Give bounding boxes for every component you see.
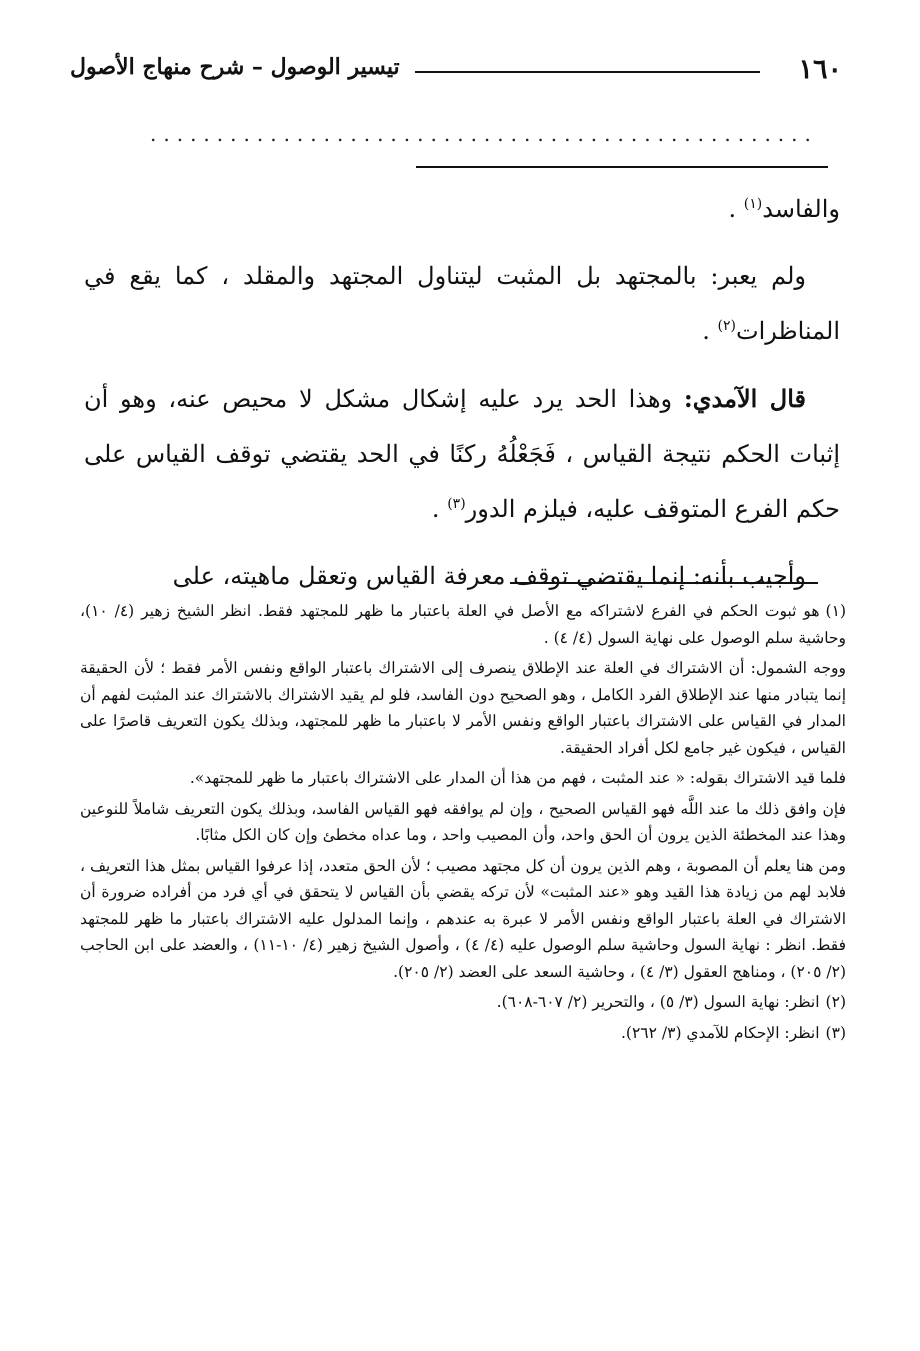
paragraph-4 xyxy=(84,549,840,604)
top-rule xyxy=(416,166,828,168)
footnote-1-paragraph-4: فإن وافق ذلك ما عند اللَّه فهو القياس الصحيح ، وإن لم يوافقه فهو القياس الفاسد، وبذلك يكون التعريف شاملاً للنوعين وهذا عند المخطئة الذين يرون أن الحق واحد، وأن المصيب واحد ، وما عداه مخطئ وإن كان الكل مثابًا. xyxy=(80,799,846,844)
footnote-3-text: انظر: الإحكام للآمدي (٣/ ٢٦٢). xyxy=(621,1023,820,1042)
p2-end: . xyxy=(702,317,718,345)
footnotes xyxy=(80,598,846,1050)
separator-dots: .................................................. xyxy=(150,122,818,146)
footnote-1-text: هو ثبوت الحكم في الفرع لاشتراكه مع الأصل في العلة باعتبار ما ظهر للمجتهد فقط. انظر الشيخ زهير (٤/ ١٠)، وحاشية سلم الوصول على نهاية السول (٤/ ٤) . xyxy=(80,602,846,647)
footnote-2-number: (٢) xyxy=(825,993,846,1011)
footnote-1-paragraph-5: ومن هنا يعلم أن المصوبة ، وهم الذين يرون أن كل مجتهد مصيب ؛ لأن الحق متعدد، إذا عرفوا القياس بمثل هذا التعريف ، فلابد لهم من زيادة هذا القيد وهو «عند المثبت» لأن تركه يقضي بأن القياس لا يتحقق في أي فرد من أفراده ضرورة أن الاشتراك في العلة باعتبار الواقع ونفس الأمر لا عبرة به عندهم ، وإنما المدلول عليه الاشتراك باعتبار ما ظهر للمجتهد فقط. انظر : نهاية السول وحاشية سلم الوصول عليه (٤/ ٤) ، وأصول الشيخ زهير (٤/ ١٠-١١) ، والعضد على ابن الحاجب (٢/ ٢٠٥) ، ومناهج العقول (٣/ ٤) ، وحاشية السعد على العضد (٢/ ٢٠٥). xyxy=(80,856,847,981)
footnote-separator xyxy=(510,582,818,584)
footnote-1-paragraph-3: فلما قيد الاشتراك بقوله: « عند المثبت ، فهم من هذا أن المدار على الاشتراك باعتبار ما ظهر للمجتهد». xyxy=(189,769,846,787)
footnote-ref-3: (٣) xyxy=(447,496,466,512)
footnote-2-text: انظر: نهاية السول (٣/ ٥) ، والتحرير (٢/ ٦٠٧-٦٠٨). xyxy=(496,993,820,1011)
paragraph-3 xyxy=(84,371,840,537)
paragraph-1 xyxy=(84,182,840,237)
p3-lead: قال الآمدي: xyxy=(683,384,806,413)
p3-text: وهذا الحد يرد عليه إشكال مشكل لا محيص عنه، وهو أن إثبات الحكم نتيجة القياس ، فَجَعْلُهُ ركنًا في الحد يقتضي توقف القياس على حكم الفرع المتوقف عليه، فيلزم الدور xyxy=(84,385,840,523)
header-rule xyxy=(415,71,760,73)
footnote-1 xyxy=(80,598,846,651)
p4-text: وأجيب بأنه: إنما يقتضي توقف معرفة القياس وتعقل ماهيته، على xyxy=(172,562,806,590)
main-text xyxy=(84,182,840,616)
footnote-ref-2: (٢) xyxy=(717,318,736,334)
p1-end: . xyxy=(728,195,744,223)
footnote-1-paragraph-2: ووجه الشمول: أن الاشتراك في العلة عند الإطلاق ينصرف إلى الاشتراك باعتبار الواقع ونفس الأمر فقط ؛ لأن الحقيقة إنما يتبادر منها عند الإطلاق الفرد الكامل ، وهو الصحيح دون الفاسد، فلو لم يقيد الاشتراك بالاشتراك عند المثبت لفهم أن المدار في القياس على الاشتراك باعتبار الواقع ونفس الأمر لا باعتبار ما ظهر للمجتهد، وبذلك يكون التعريف قاصرًا على القياس ، فيكون غير جامع لكل أفراد الحقيقة. xyxy=(80,659,846,757)
p3-end: . xyxy=(431,495,448,523)
p1-text: والفاسد xyxy=(762,195,840,223)
footnote-3-number: (٣) xyxy=(825,1023,846,1042)
page-header xyxy=(70,52,842,92)
footnote-ref-1: (١) xyxy=(743,196,763,212)
footnote-1-number: (١) xyxy=(825,602,846,620)
page-number: ١٦٠ xyxy=(798,54,842,85)
p2-text: ولم يعبر: بالمجتهد بل المثبت ليتناول المجتهد والمقلد ، كما يقع في المناظرات xyxy=(84,262,840,345)
book-title: تيسير الوصول – شرح منهاج الأصول xyxy=(70,54,400,80)
paragraph-2 xyxy=(84,249,840,359)
footnote-3 xyxy=(80,1020,846,1047)
footnote-2 xyxy=(80,989,846,1016)
